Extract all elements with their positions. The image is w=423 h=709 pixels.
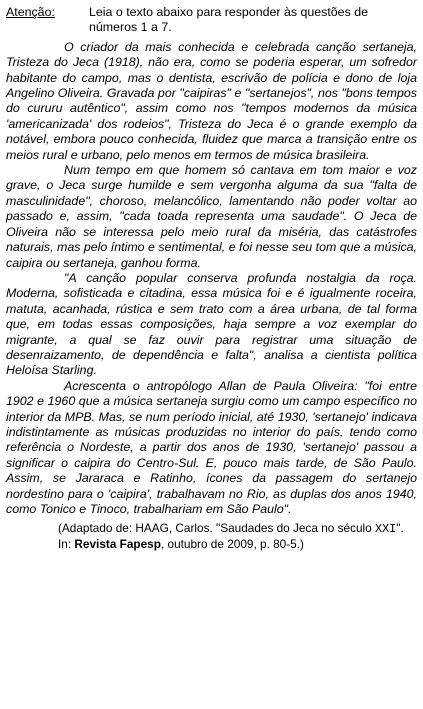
citation-prefix: (Adaptado de: HAAG, Carlos. "Saudades do Jeca no século [58,521,372,536]
attention-label: Atenção: [6,5,55,19]
article-body [6,40,417,518]
source-citation [6,521,417,551]
citation-century: XXI [375,522,397,537]
paragraph-2: Num tempo em que homem só cantava em tom maior e voz grave, o Jeca surge humilde e sem vergonha alguma da sua "falta de masculinidade", choroso, melancólico, lamentando não poder voltar ao passado e, assim, "cada toada representa uma saudade". O Jeca de Oliveira não se interessa pelo meio rural da miséria, das catástrofes naturais, mas pelo íntimo e sentimental, e foi nesse seu tom que a música, caipira ou sertaneja, ganhou forma. [6,163,417,270]
attention-text: Leia o texto abaixo para responder às questões de números 1 a 7. [89,5,368,35]
citation-mid: ". In: [58,521,404,551]
paragraph-3: "A canção popular conserva profunda nostalgia da roça. Moderna, sofisticada e citadina, essa música foi e é igualmente roceira, matuta, acanhada, rústica e sem trato com a área urbana, de tal forma que, em todas essas composições, haja sempre a voz exemplar do migrante, a qual se faz ouvir para registrar uma situação de desenraizamento, de dependência e falta", analisa a cientista política Heloísa Starling. [6,270,417,378]
citation-suffix: , outubro de 2009, p. 80-5.) [160,537,304,551]
citation-journal: Revista Fapesp [74,537,161,551]
paragraph-1: O criador da mais conhecida e celebrada canção sertaneja, Tristeza do Jeca (1918), não era, como se poderia esperar, um sofredor habitante do campo, mas o dentista, escrivão de polícia e dono de loja Angelino Oliveira. Gravada por "caipiras" e "sertanejos", nos "bons tempos do cururu autêntico", assim como nos "tempos modernos da música 'americanizada' dos rodeios", Tristeza do Jeca é o grande exemplo da notável, embora pouco conhecida, fluidez que marca a transição entre os meios rural e urbano, pelo menos em termos de música brasileira. [6,39,417,162]
paragraph-4: Acrescenta o antropólogo Allan de Paula Oliveira: "foi entre 1902 e 1960 que a música sertaneja surgiu como um campo específico no interior da MPB. Mas, se num período inicial, até 1930, 'sertanejo' indicava indistintamente as músicas produzidas no interior do país, tendo como referência o Nordeste, a partir dos anos de 1930, 'sertanejo' passou a significar o caipira do Centro-Sul. E, pouco mais tarde, de São Paulo. Assim, se Jararaca e Ratinho, ícones da passagem do sertanejo nordestino para o 'caipira', trabalhavam no Rio, as duplas dos anos 1940, como Tonico e Tinoco, trabalhariam em São Paulo". [6,378,417,516]
attention-note [6,5,417,36]
